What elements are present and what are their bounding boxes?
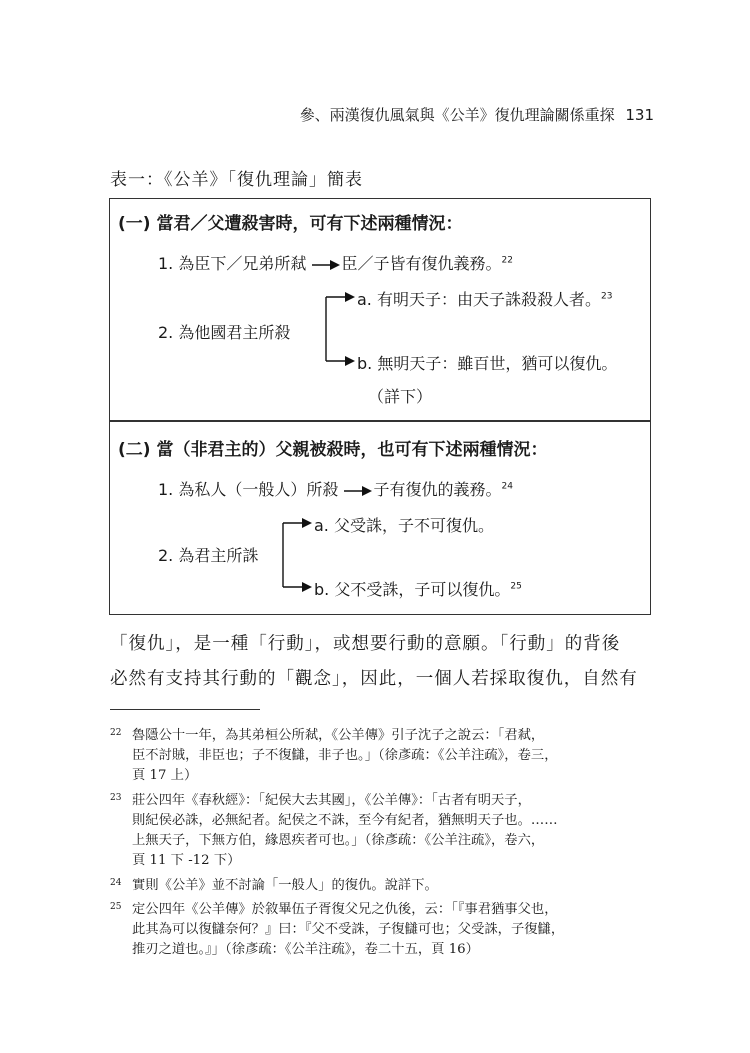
footnote-line: 定公四年《公羊傳》於敘畢伍子胥復父兄之仇後，云：「『事君猶事父也， bbox=[132, 902, 558, 917]
s1-case2-text: 2. 為他國君主所殺 bbox=[158, 323, 291, 342]
s1-case1-text: 1. 為臣下／兄弟所弒 bbox=[158, 254, 307, 273]
footnote-number: 25 bbox=[110, 902, 122, 912]
s1-case1-result: 臣／子皆有復仇義務。 bbox=[341, 254, 502, 273]
footnote-line: 此其為可以復讎奈何？』曰：『父不受誅，子復讎可也；父受誅，子復讎， bbox=[132, 922, 565, 937]
s2-branch-b-text: b. 父不受誅，子可以復仇。 bbox=[314, 580, 511, 599]
s2-case2-text: 2. 為君主所誅 bbox=[158, 546, 259, 565]
s1-branch-a-text: a. 有明天子：由天子誅殺殺人者。 bbox=[357, 290, 601, 309]
running-title: 參、兩漢復仇風氣與《公羊》復仇理論關係重探 bbox=[299, 106, 615, 124]
footnote-line: 上無天子，下無方伯，緣恩疾者可也。」（徐彥疏：《公羊注疏》，卷六， bbox=[132, 833, 545, 848]
s2-branch-b bbox=[314, 577, 522, 600]
section-1-heading: (一) 當君／父遭殺害時，可有下述兩種情況： bbox=[118, 214, 463, 234]
footnote-line: 則紀侯必誅，必無紀者。紀侯之不誅，至今有紀者，猶無明天子也。…… bbox=[132, 813, 558, 828]
footnote-divider bbox=[110, 709, 260, 710]
body-line-1: 「復仇」，是一種「行動」，或想要行動的意願。「行動」的背後 bbox=[110, 634, 621, 654]
running-header bbox=[300, 104, 654, 125]
s1-branch-b-note: （詳下） bbox=[368, 387, 433, 406]
s2-branch-a-text: a. 父受誅，子不可復仇。 bbox=[314, 516, 494, 535]
footnote-number: 23 bbox=[110, 793, 122, 803]
page-number: 131 bbox=[625, 106, 654, 124]
right-arrow-icon bbox=[344, 485, 372, 497]
footnote-ref-24: 24 bbox=[501, 481, 513, 492]
footnote-line: 臣不討賊，非臣也；子不復讎，非子也。」（徐彥疏：《公羊注疏》，卷三， bbox=[132, 748, 558, 763]
s1-case1 bbox=[158, 251, 513, 274]
section-2-heading: (二) 當（非君主的）父親被殺時，也可有下述兩種情況： bbox=[118, 440, 548, 460]
branch-arrow-icon bbox=[324, 289, 356, 369]
body-line-2: 必然有支持其行動的「觀念」，因此，一個人若採取復仇，自然有 bbox=[110, 669, 638, 689]
branch-arrow-icon bbox=[281, 515, 313, 595]
footnote-ref-23: 23 bbox=[600, 291, 613, 302]
s1-branch-a bbox=[357, 287, 612, 310]
footnote-line: 頁 11 下 -12 下） bbox=[132, 853, 241, 868]
footnote-line: 實則《公羊》並不討論「一般人」的復仇。說詳下。 bbox=[132, 878, 438, 893]
s2-case1-result: 子有復仇的義務。 bbox=[373, 480, 502, 499]
s1-branch-b-text: b. 無明天子：雖百世，猶可以復仇。 bbox=[357, 354, 618, 373]
table-section-2 bbox=[109, 420, 651, 615]
footnote-line: 莊公四年《春秋經》：「紀侯大去其國」，《公羊傳》：「古者有明天子， bbox=[132, 793, 531, 808]
table-title: 表一：《公羊》「復仇理論」簡表 bbox=[110, 170, 363, 190]
footnote-line: 頁 17 上） bbox=[132, 768, 198, 783]
footnote-ref-22: 22 bbox=[501, 255, 513, 266]
footnote-number: 22 bbox=[110, 728, 122, 738]
s2-case1-text: 1. 為私人（一般人）所殺 bbox=[158, 480, 339, 499]
right-arrow-icon bbox=[312, 259, 340, 271]
footnote-ref-25: 25 bbox=[510, 581, 522, 592]
table-section-1 bbox=[109, 198, 651, 422]
s2-case1 bbox=[158, 477, 513, 500]
footnote-line: 魯隱公十一年，為其弟桓公所弒，《公羊傳》引子沈子之說云：「君弒， bbox=[132, 728, 545, 743]
footnote-line: 推刃之道也。』」（徐彥疏：《公羊注疏》，卷二十五，頁 16） bbox=[132, 942, 479, 957]
footnote-number: 24 bbox=[110, 878, 122, 888]
